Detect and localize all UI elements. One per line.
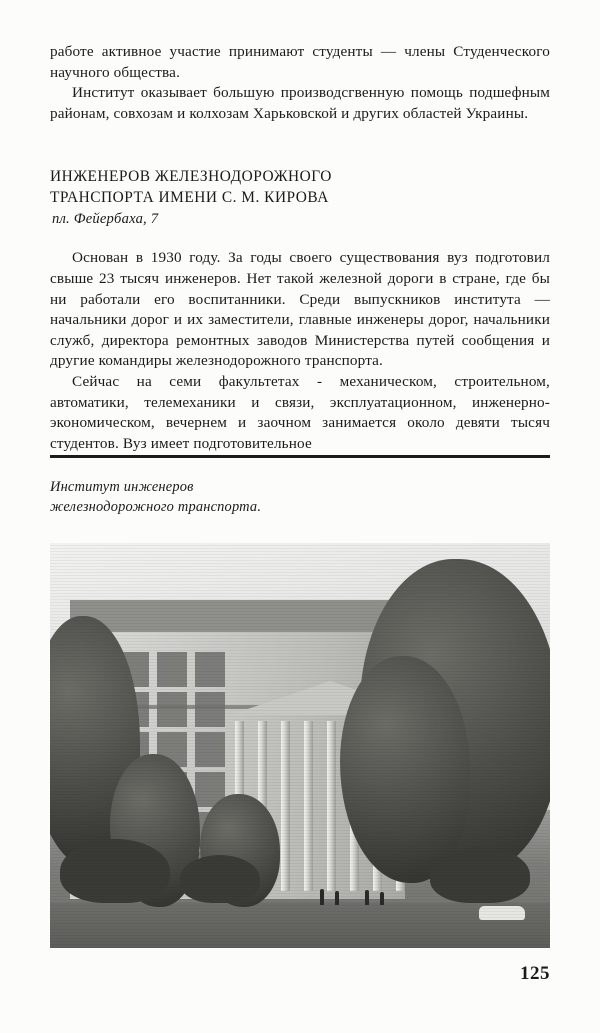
photo-road <box>50 903 550 948</box>
horizontal-rule <box>50 455 550 458</box>
section-body <box>50 248 550 454</box>
paragraph-body-1: Основан в 1930 году. За годы своего существования вуз подготовил свыше 23 тысяч инженеров. Нет такой железной дороги в стране, где бы ни работали его воспитанники. Среди выпускников института — начальники дорог и их заместители, главные инженеры дорог, начальники служб, директора ремонтных заводов Министерства путей сообщения и другие командиры железнодорожного транспорта. <box>50 249 550 370</box>
page-number: 125 <box>520 963 550 984</box>
paragraph-intro-2: Институт оказывает большую производсгвенную помощь подшефным районам, совхозам и колхозам Харьковской и других областей Украины. <box>50 84 550 122</box>
heading-line-1: ИНЖЕНЕРОВ ЖЕЛЕЗНОДОРОЖНОГО <box>50 168 332 186</box>
paragraph-body-2: Сейчас на семи факультетах - механическом, строительном, автоматики, телемеханики и связи, эксплуатационном, инженерно-экономическом, вечернем и заочном занимается около девяти тысяч студентов. Вуз имеет подготовительное <box>50 372 550 452</box>
photo-column <box>281 721 290 891</box>
paragraph-intro-1: работе активное участие принимают студенты — члены Студенческого научного общества. <box>50 43 550 81</box>
photo-car <box>479 906 525 920</box>
photo-bush <box>60 839 170 904</box>
photo-pedestrian <box>380 892 384 905</box>
photo-column <box>327 721 336 891</box>
caption-line-1: Институт инженеров <box>50 479 194 495</box>
figure-caption <box>50 478 470 517</box>
photo-window <box>157 692 187 727</box>
text-column <box>50 42 550 454</box>
caption-line-2: железнодорожного транспорта. <box>50 498 262 515</box>
photo-building-attic <box>70 600 405 632</box>
photo-window <box>195 732 225 767</box>
photo-window <box>157 652 187 687</box>
section-heading <box>50 166 550 230</box>
photo-bush <box>180 855 260 904</box>
photo-pedestrian <box>335 891 339 905</box>
photo-bush <box>430 847 530 904</box>
photo-column <box>304 721 313 891</box>
photo-pedestrian <box>320 889 324 905</box>
figure-photograph <box>50 543 550 948</box>
photo-pedestrian <box>365 890 369 905</box>
photo-window <box>195 652 225 687</box>
heading-line-2: ТРАНСПОРТА ИМЕНИ С. М. КИРОВА <box>50 189 329 207</box>
heading-address: пл. Фейербаха, 7 <box>52 211 159 228</box>
photo-window <box>195 692 225 727</box>
